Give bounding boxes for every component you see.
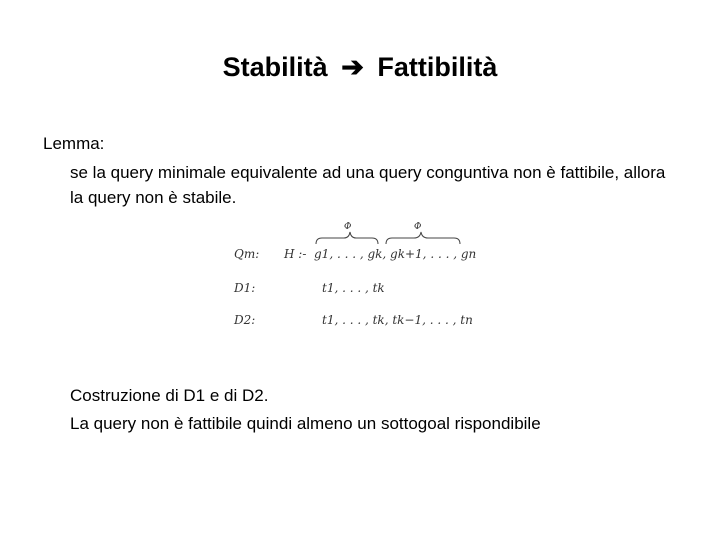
row1-body: g1, . . . , gk, gk+1, . . . , gn (314, 247, 477, 261)
right-arrow-icon: ➔ (341, 52, 364, 82)
formula-image (228, 212, 488, 342)
construction-line: Costruzione di D1 e di D2. (70, 386, 269, 405)
slide-title (0, 52, 720, 83)
lemma-label: Lemma: (43, 134, 105, 153)
title-right: Fattibilità (377, 52, 498, 82)
title-left: Stabilità (222, 52, 328, 82)
formula-svg (228, 212, 488, 342)
row2-label: D1: (234, 281, 256, 295)
conclusion-line: La query non è fattibile quindi almeno un sottogoal rispondibile (70, 414, 541, 433)
row1-head: H :- (284, 247, 307, 261)
row3-label: D2: (234, 313, 256, 327)
row2-body: t1, . . . , tk (322, 281, 385, 295)
brace-1 (316, 232, 378, 244)
row1-label: Qm: (234, 247, 260, 261)
brace-2 (386, 232, 460, 244)
row3-body: t1, . . . , tk, tk−1, . . . , tn (322, 313, 473, 327)
lemma-text: se la query minimale equivalente ad una query conguntiva non è fattibile, allora la query non è stabile. (70, 163, 666, 207)
brace-2-label: Φ (414, 222, 422, 232)
brace-1-label: Φ (344, 222, 352, 232)
